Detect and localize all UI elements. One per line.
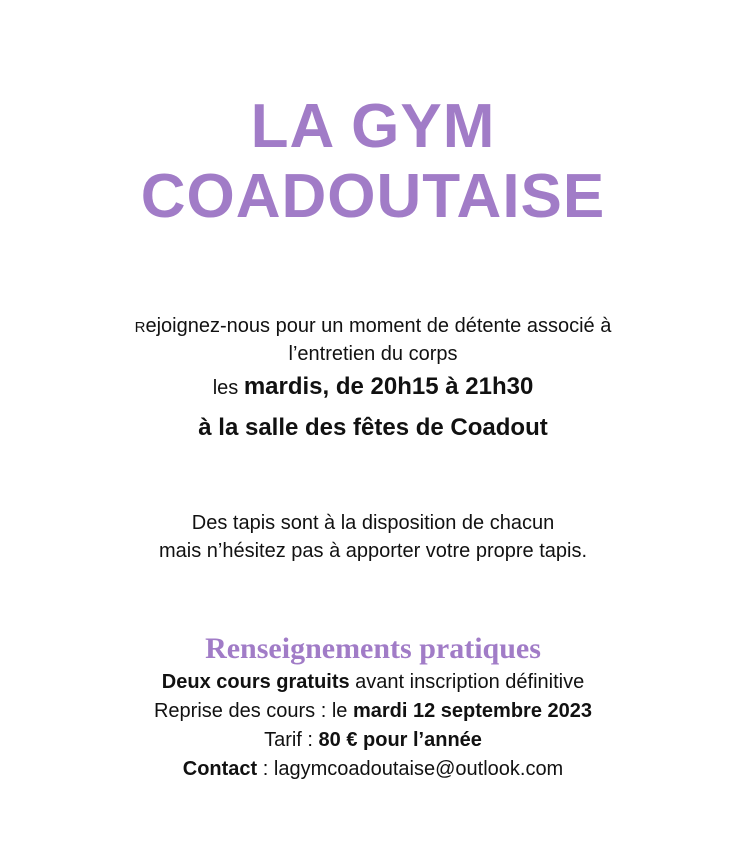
location-line: à la salle des fêtes de Coadout bbox=[198, 414, 548, 441]
intro-line-1 bbox=[0, 313, 746, 341]
page-title bbox=[0, 92, 746, 232]
title-line-2: COADOUTAISE bbox=[140, 162, 606, 231]
free-lessons-bold: Deux cours gratuits bbox=[161, 671, 350, 693]
tapis-line-1: Des tapis sont à la disposition de chacun bbox=[191, 512, 555, 534]
contact-separator: : bbox=[257, 758, 274, 780]
reprise-date: mardi 12 septembre 2023 bbox=[352, 700, 592, 722]
tapis-line-2: mais n’hésitez pas à apporter votre propre tapis. bbox=[159, 540, 587, 562]
contact-label: Contact bbox=[182, 758, 258, 780]
contact-line bbox=[0, 755, 746, 784]
intro-line-1-text: ejoignez-nous pour un moment de détente associé à bbox=[145, 315, 612, 337]
tarif-label: Tarif : bbox=[264, 729, 319, 751]
schedule-days: mardis, de 20h15 à 21h30 bbox=[243, 373, 534, 400]
tapis-section bbox=[0, 509, 746, 565]
schedule-prefix: les bbox=[212, 377, 244, 399]
title-line-1: LA GYM bbox=[250, 92, 496, 161]
intro-line-2: l’entretien du corps bbox=[288, 343, 458, 365]
schedule-line bbox=[0, 368, 746, 407]
reprise-line bbox=[0, 697, 746, 726]
intro-first-letter: R bbox=[134, 319, 146, 336]
contact-email: lagymcoadoutaise@outlook.com bbox=[273, 758, 564, 780]
info-section bbox=[0, 632, 746, 784]
info-heading: Renseignements pratiques bbox=[205, 632, 541, 665]
tarif-value: 80 € pour l’année bbox=[318, 729, 482, 751]
tarif-line bbox=[0, 726, 746, 755]
intro-section bbox=[0, 313, 746, 447]
free-lessons-line bbox=[0, 668, 746, 697]
info-lines bbox=[0, 668, 746, 784]
free-lessons-rest: avant inscription définitive bbox=[349, 671, 585, 693]
reprise-label: Reprise des cours : le bbox=[153, 700, 353, 722]
